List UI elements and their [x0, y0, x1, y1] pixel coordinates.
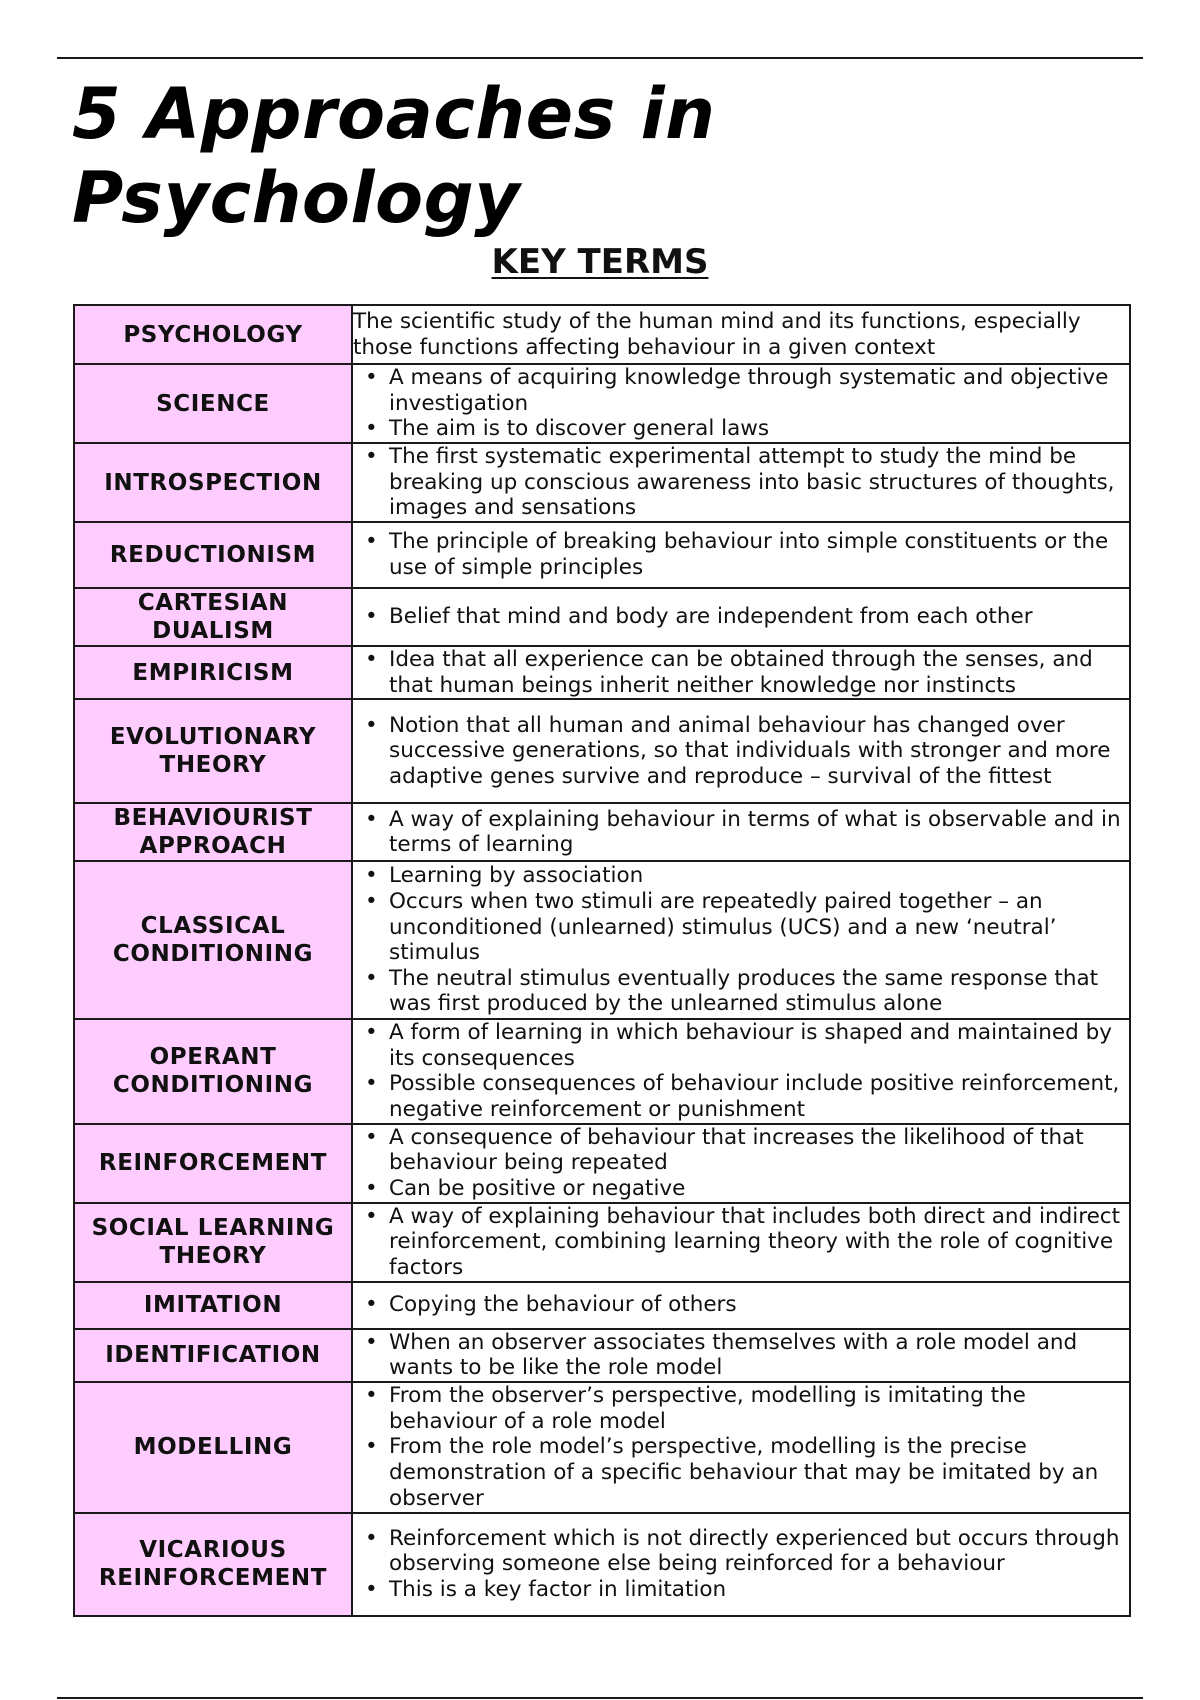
term-cell: PSYCHOLOGY [74, 305, 352, 364]
table-row [74, 522, 1130, 588]
definition-point: • A way of explaining behaviour in terms of what is observable and in terms of learning [353, 807, 1129, 858]
term-cell: CARTESIAN DUALISM [74, 588, 352, 646]
definition-text: The scientific study of the human mind and its functions, especially those functions affecting behaviour in a given context [353, 308, 1081, 360]
definition-cell [352, 522, 1130, 588]
definition-list [353, 713, 1129, 790]
definition-point: • The first systematic experimental attempt to study the mind be breaking up conscious awareness into basic structures of thoughts, images and sensations [353, 444, 1129, 521]
term-cell: MODELLING [74, 1382, 352, 1513]
table-row [74, 1329, 1130, 1382]
definition-list [353, 647, 1129, 698]
definition-list [353, 1292, 1129, 1318]
definition-list [353, 604, 1129, 630]
section-heading-text: KEY TERMS [491, 242, 709, 282]
term-cell: CLASSICAL CONDITIONING [74, 861, 352, 1019]
definition-point: • Idea that all experience can be obtained through the senses, and that human beings inherit neither knowledge nor instincts [353, 647, 1129, 698]
definition-list [353, 863, 1129, 1017]
term-cell: IDENTIFICATION [74, 1329, 352, 1382]
table-row [74, 364, 1130, 443]
definition-point: • From the observer’s perspective, modelling is imitating the behaviour of a role model [353, 1383, 1129, 1434]
table-row [74, 861, 1130, 1019]
term-cell: INTROSPECTION [74, 443, 352, 522]
definition-point: • A means of acquiring knowledge through systematic and objective investigation [353, 365, 1129, 416]
definition-list [353, 444, 1129, 521]
table-row [74, 588, 1130, 646]
definition-list [353, 1204, 1129, 1281]
definition-cell [352, 364, 1130, 443]
definition-list [353, 1383, 1129, 1511]
page-title: 5 Approaches in Psychology [72, 73, 716, 239]
definition-cell [352, 1329, 1130, 1382]
term-cell: OPERANT CONDITIONING [74, 1019, 352, 1123]
definition-list [353, 1526, 1129, 1603]
definition-point: • Notion that all human and animal behaviour has changed over successive generations, so that individuals with stronger and more adaptive genes survive and reproduce – survival of the fittest [353, 713, 1129, 790]
definition-point: • When an observer associates themselves with a role model and wants to be like the role model [353, 1330, 1129, 1381]
definition-point: • The neutral stimulus eventually produces the same response that was first produced by the unlearned stimulus alone [353, 966, 1129, 1017]
key-terms-table [73, 304, 1131, 1617]
term-cell: IMITATION [74, 1282, 352, 1329]
definition-cell [352, 305, 1130, 364]
definition-cell [352, 646, 1130, 699]
table-row [74, 699, 1130, 803]
table-row [74, 1382, 1130, 1513]
top-rule [57, 57, 1143, 59]
definition-cell [352, 443, 1130, 522]
definition-list [353, 529, 1129, 580]
bottom-rule [57, 1697, 1143, 1699]
definition-cell [352, 1203, 1130, 1282]
term-cell: REINFORCEMENT [74, 1124, 352, 1203]
table-row [74, 305, 1130, 364]
definition-point: • A consequence of behaviour that increases the likelihood of that behaviour being repeated [353, 1125, 1129, 1176]
term-cell: REDUCTIONISM [74, 522, 352, 588]
section-heading [0, 240, 1200, 284]
definition-point: • Occurs when two stimuli are repeatedly paired together – an unconditioned (unlearned) stimulus (UCS) and a new ‘neutral’ stimulus [353, 889, 1129, 966]
term-cell: BEHAVIOURIST APPROACH [74, 803, 352, 861]
definition-point: • A form of learning in which behaviour is shaped and maintained by its consequences [353, 1020, 1129, 1071]
table-row [74, 1282, 1130, 1329]
definition-cell [352, 1282, 1130, 1329]
term-cell: EVOLUTIONARY THEORY [74, 699, 352, 803]
definition-point: • A way of explaining behaviour that includes both direct and indirect reinforcement, combining learning theory with the role of cognitive factors [353, 1204, 1129, 1281]
definition-point: • Learning by association [353, 863, 1129, 889]
definition-point: • Belief that mind and body are independent from each other [353, 604, 1129, 630]
term-cell: SOCIAL LEARNING THEORY [74, 1203, 352, 1282]
definition-point: • Reinforcement which is not directly experienced but occurs through observing someone else being reinforced for a behaviour [353, 1526, 1129, 1577]
table-row [74, 1513, 1130, 1616]
definition-cell [352, 861, 1130, 1019]
definition-point: • The aim is to discover general laws [353, 416, 1129, 442]
table-row [74, 1124, 1130, 1203]
definition-point: • The principle of breaking behaviour into simple constituents or the use of simple principles [353, 529, 1129, 580]
table-row [74, 1203, 1130, 1282]
definition-point: • Copying the behaviour of others [353, 1292, 1129, 1318]
definition-cell [352, 1382, 1130, 1513]
definition-point: • Possible consequences of behaviour include positive reinforcement, negative reinforcement or punishment [353, 1071, 1129, 1122]
definition-cell [352, 1124, 1130, 1203]
definition-point: • From the role model’s perspective, modelling is the precise demonstration of a specific behaviour that may be imitated by an observer [353, 1434, 1129, 1511]
table-row [74, 1019, 1130, 1123]
table-row [74, 646, 1130, 699]
term-cell: SCIENCE [74, 364, 352, 443]
definition-cell [352, 588, 1130, 646]
definition-list [353, 1020, 1129, 1122]
term-cell: VICARIOUS REINFORCEMENT [74, 1513, 352, 1616]
table-row [74, 443, 1130, 522]
definition-point: • This is a key factor in limitation [353, 1577, 1129, 1603]
definition-list [353, 807, 1129, 858]
definition-cell [352, 699, 1130, 803]
term-cell: EMPIRICISM [74, 646, 352, 699]
definition-cell [352, 1019, 1130, 1123]
definition-list [353, 365, 1129, 442]
definition-point: • Can be positive or negative [353, 1176, 1129, 1202]
definition-list [353, 1125, 1129, 1202]
table-row [74, 803, 1130, 861]
definition-list [353, 1330, 1129, 1381]
definition-cell [352, 803, 1130, 861]
definition-cell [352, 1513, 1130, 1616]
